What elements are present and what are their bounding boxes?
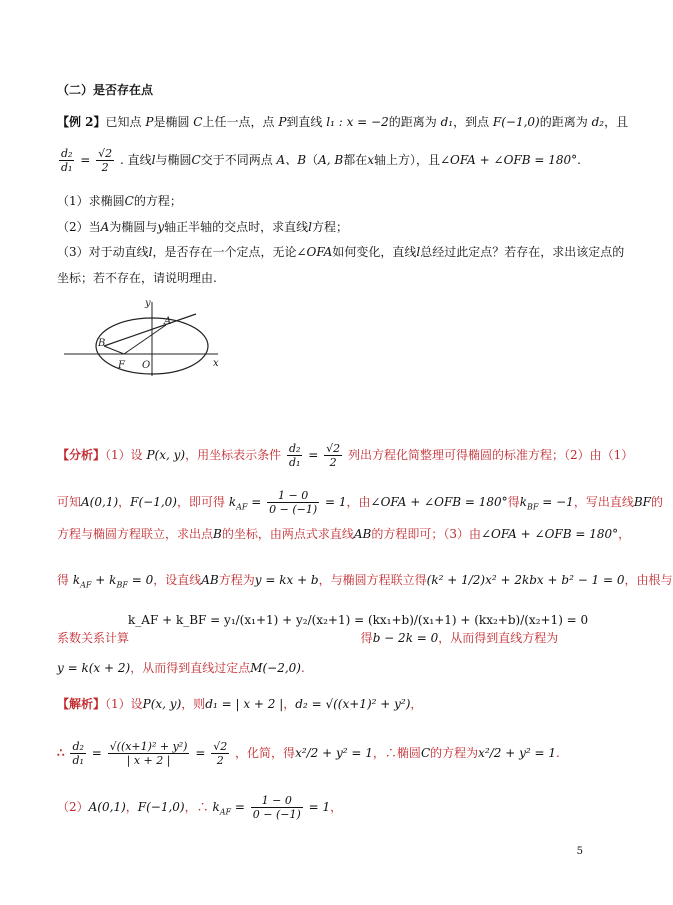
analysis-line-1 bbox=[57, 442, 633, 469]
text: . 直线 bbox=[120, 153, 152, 167]
page-number: 5 bbox=[576, 846, 583, 857]
line-l bbox=[104, 314, 196, 346]
equals-0: = 0 bbox=[131, 573, 154, 587]
math-y: y bbox=[157, 220, 165, 234]
numerator: d₂ bbox=[72, 740, 84, 753]
text: ，即可得 bbox=[176, 495, 225, 509]
text: 得 bbox=[57, 573, 70, 587]
numerator: √2 bbox=[213, 740, 228, 753]
fraction-distance bbox=[108, 740, 190, 767]
math-fixed-point-M: M(−2,0) bbox=[250, 661, 301, 675]
math-P: P bbox=[278, 115, 287, 129]
ellipse-figure bbox=[60, 296, 230, 378]
fraction-d2-d1 bbox=[70, 740, 85, 767]
question-3-line-2: 坐标；若不存在，请说明理由. bbox=[57, 271, 217, 285]
text: （1）求椭圆 bbox=[57, 194, 125, 208]
fraction-d2-d1 bbox=[59, 147, 74, 174]
numerator: 1 − 0 bbox=[267, 489, 319, 503]
math-l: l bbox=[416, 245, 421, 259]
text: . bbox=[556, 746, 560, 760]
fraction-slope bbox=[267, 489, 319, 516]
text: 轴上方），且 bbox=[373, 153, 440, 167]
text: ，由 bbox=[346, 495, 371, 509]
section-title: （二）是否存在点 bbox=[57, 83, 154, 97]
denominator: | x + 2 | bbox=[126, 754, 171, 767]
sub-AF: AF bbox=[236, 502, 248, 512]
text: 的方程为 bbox=[430, 746, 479, 760]
solution-tag: 【解析】 bbox=[57, 697, 106, 711]
denominator: d₁ bbox=[288, 456, 301, 469]
text: ，则 bbox=[181, 697, 206, 711]
text: 的方程； bbox=[133, 194, 182, 208]
math-BF: BF bbox=[633, 495, 651, 509]
k: k bbox=[212, 800, 220, 814]
text: （3）对于动直线 bbox=[57, 245, 149, 259]
math-kAF bbox=[212, 800, 232, 817]
label-B: B bbox=[98, 338, 106, 349]
math-b-2k: b − 2k = 0 bbox=[372, 631, 439, 645]
denominator: d₁ bbox=[72, 754, 84, 767]
fraction-sqrt2-2 bbox=[96, 147, 114, 174]
text: 交于不同两点 bbox=[200, 153, 273, 167]
text: 如何变化，直线 bbox=[332, 245, 417, 259]
k: k bbox=[228, 495, 237, 509]
text: 的距离为 bbox=[539, 115, 588, 129]
text: ，从而得到直线过定点 bbox=[130, 661, 251, 675]
sub-BF: BF bbox=[526, 502, 539, 512]
example-tag: 【例 2】 bbox=[57, 115, 106, 129]
question-2 bbox=[57, 219, 348, 235]
therefore-symbol: ∴ bbox=[57, 746, 65, 760]
text: 的距离为 bbox=[388, 115, 437, 129]
text: 可知 bbox=[57, 495, 82, 509]
math-d2: d₂ bbox=[591, 115, 605, 129]
text: ， bbox=[118, 495, 131, 509]
math-kAF bbox=[228, 495, 248, 512]
text: ， bbox=[618, 527, 631, 541]
math-ellipse-eq: x²/2 + y² = 1 bbox=[295, 746, 373, 760]
math-point-F: F(−1,0) bbox=[492, 115, 540, 129]
equals: = bbox=[80, 153, 91, 167]
math-quadratic: (k² + 1/2)x² + 2kbx + b² − 1 = 0 bbox=[426, 573, 625, 587]
text: 系数关系计算 bbox=[57, 631, 130, 645]
math-angle: ∠OFA bbox=[296, 245, 333, 259]
label-y: y bbox=[145, 298, 151, 309]
solution-line-1 bbox=[57, 696, 422, 712]
text: 都在 bbox=[343, 153, 368, 167]
fraction-d2-d1 bbox=[287, 442, 302, 469]
text: 列出方程化简整理可得椭圆的标准方程；（2）由（1） bbox=[347, 448, 634, 462]
text: ，且 bbox=[604, 115, 629, 129]
math-A01: A(0,1) bbox=[88, 800, 126, 814]
text: 与椭圆 bbox=[155, 153, 192, 167]
text: ，从而得到直线方程为 bbox=[438, 631, 559, 645]
text: ， bbox=[283, 697, 296, 711]
math-Pxy: P(x, y) bbox=[146, 448, 186, 462]
text: ，与椭圆方程联立得 bbox=[318, 573, 427, 587]
math-kBF bbox=[109, 573, 128, 590]
math-A01: A(0,1) bbox=[81, 495, 119, 509]
math-C: C bbox=[191, 153, 201, 167]
math-line-final: y = k(x + 2) bbox=[57, 661, 131, 675]
text: ，∴ bbox=[184, 800, 209, 814]
label-A: A bbox=[164, 316, 172, 327]
text: （1）设 bbox=[105, 448, 143, 462]
equals-neg1: = −1 bbox=[542, 495, 574, 509]
text: 方程； bbox=[311, 220, 348, 234]
math-angle-sum: ∠OFA + ∠OFB = 180° bbox=[440, 153, 578, 167]
text: 得 bbox=[507, 495, 520, 509]
plus: + bbox=[95, 573, 106, 587]
fraction-sqrt2-2 bbox=[324, 442, 342, 469]
text: ， bbox=[330, 800, 343, 814]
label-F: F bbox=[118, 360, 125, 371]
math-AB: A, B bbox=[318, 153, 344, 167]
math-P: P bbox=[145, 115, 154, 129]
math-l: l bbox=[151, 153, 156, 167]
text: ，化简，得 bbox=[235, 746, 296, 760]
math-l: l bbox=[148, 245, 153, 259]
math-C: C bbox=[193, 115, 203, 129]
math-angle-sum: ∠OFA + ∠OFB = 180° bbox=[370, 495, 508, 509]
text: 得 bbox=[360, 631, 373, 645]
k: k bbox=[519, 495, 527, 509]
text: 方程为 bbox=[218, 573, 255, 587]
math-d1-eq: d₁ = | x + 2 | bbox=[205, 697, 284, 711]
text: 轴正半轴的交点时，求直线 bbox=[164, 220, 309, 234]
analysis-tag: 【分析】 bbox=[57, 448, 106, 462]
denominator: d₁ bbox=[61, 161, 73, 174]
denominator: 2 bbox=[329, 456, 337, 469]
segment-FB bbox=[104, 346, 124, 354]
math-line-l1: l₁ : x = −2 bbox=[326, 115, 389, 129]
math-kAF bbox=[72, 573, 92, 590]
denominator: 0 − (−1) bbox=[252, 808, 301, 821]
math-C: C bbox=[124, 194, 134, 208]
text: （1）设 bbox=[105, 697, 143, 711]
text: ， bbox=[125, 800, 138, 814]
math-AB: A、B bbox=[276, 153, 307, 167]
text: ，由根与 bbox=[624, 573, 673, 587]
example-line-1 bbox=[57, 114, 628, 130]
fraction-slope bbox=[251, 794, 303, 821]
question-3-line-1 bbox=[57, 244, 624, 260]
text: 的 bbox=[650, 495, 663, 509]
text: 到直线 bbox=[286, 115, 323, 129]
sub-AF: AF bbox=[219, 807, 232, 817]
text: （ bbox=[306, 153, 319, 167]
math-B: B bbox=[213, 527, 222, 541]
analysis-line-6 bbox=[57, 660, 305, 676]
text: 上任一点，点 bbox=[202, 115, 275, 129]
math-angle-sum: ∠OFA + ∠OFB = 180° bbox=[480, 527, 619, 541]
math-F: F(−1,0) bbox=[137, 800, 185, 814]
text: （2） bbox=[57, 800, 89, 814]
fraction-sqrt2-2 bbox=[211, 740, 229, 767]
math-AB: AB bbox=[353, 527, 372, 541]
k: k bbox=[109, 573, 117, 587]
math-line-eq: y = kx + b bbox=[254, 573, 319, 587]
numerator: √2 bbox=[98, 147, 113, 160]
numerator: 1 − 0 bbox=[251, 794, 303, 808]
numerator: √2 bbox=[326, 442, 341, 455]
solution-line-2: ∴ $\frac{\text{d₂}}{\text{d₁}}$ = $\frac{\text{√((x+1)² + y²)}}{| x + 2 |}$ = $\frac{√2}{2}$ ，化简，得x²/2 + y² = 1，∴椭圆C的方程为x²/2 + y² = 1. bbox=[57, 740, 560, 767]
example-line-2: $\frac{\text{d₂}}{\text{d₁}}$ = $\frac{√2}{2}$ . 直线l与椭圆C交于不同两点 A、B（A, B都在x轴上方），且∠OFA + ∠OFB = 180°. bbox=[61, 147, 581, 174]
segment-FA bbox=[124, 325, 166, 354]
math-A: A bbox=[100, 220, 110, 234]
analysis-sum-expression: k_AF + k_BF = y₁/(x₁+1) + y₂/(x₂+1) = (kx₁+b)/(x₁+1) + (kx₂+b)/(x₂+1) = 0 bbox=[128, 613, 589, 627]
text: 为椭圆与 bbox=[109, 220, 158, 234]
math-l: l bbox=[308, 220, 312, 234]
math-F: F(−1,0) bbox=[130, 495, 177, 509]
sub-BF: BF bbox=[116, 580, 128, 590]
question-1 bbox=[57, 193, 182, 209]
k: k bbox=[72, 573, 81, 587]
text: 是椭圆 bbox=[153, 115, 190, 129]
label-O: O bbox=[142, 360, 151, 371]
text: . bbox=[301, 661, 305, 675]
text: ，到点 bbox=[453, 115, 490, 129]
equals-1: = 1 bbox=[325, 495, 347, 509]
text: ，写出直线 bbox=[573, 495, 634, 509]
text: （2）当 bbox=[57, 220, 101, 234]
math-Pxy: P(x, y) bbox=[142, 697, 182, 711]
text: ， bbox=[410, 697, 423, 711]
text: 的方程即可；（3）由 bbox=[371, 527, 481, 541]
analysis-line-3 bbox=[57, 526, 630, 542]
math-C: C bbox=[420, 746, 431, 760]
math-kBF bbox=[519, 495, 539, 512]
numerator: √((x+1)² + y²) bbox=[109, 740, 188, 753]
math-x: x bbox=[367, 153, 374, 167]
math-d2-eq: d₂ = √((x+1)² + y²) bbox=[295, 697, 411, 711]
text: ，∴椭圆 bbox=[372, 746, 421, 760]
text: 已知点 bbox=[105, 115, 142, 129]
math-d1: d₁ bbox=[440, 115, 454, 129]
denominator: 2 bbox=[216, 754, 224, 767]
text: ，是否存在一个定点，无论 bbox=[152, 245, 297, 259]
equals: = bbox=[308, 448, 319, 462]
analysis-line-5 bbox=[57, 630, 558, 646]
analysis-line-4 bbox=[57, 572, 673, 593]
denominator: 0 − (−1) bbox=[269, 503, 318, 516]
text: 的坐标，由两点式求直线 bbox=[221, 527, 354, 541]
sub-AF: AF bbox=[80, 580, 92, 590]
denominator: 2 bbox=[101, 161, 109, 174]
numerator: d₂ bbox=[288, 442, 301, 455]
text: ，设直线 bbox=[153, 573, 202, 587]
equals-1: = 1 bbox=[308, 800, 331, 814]
numerator: d₂ bbox=[61, 147, 73, 160]
label-x: x bbox=[213, 358, 219, 369]
math-ellipse-eq: x²/2 + y² = 1 bbox=[478, 746, 556, 760]
analysis-line-2: 可知A(0,1)，F(−1,0)，即可得 $k_{AF}$ = $\frac{1 - 0}{0 - (-1)}$ = 1，由∠OFA + ∠OFB = 180°得$k_{BF} = -1$，写出直线BF的 bbox=[57, 489, 663, 516]
solution-line-3: （2）A(0,1)，F(−1,0)，∴ $k_{AF}$ = $\frac{1 - 0}{0 - (-1)}$ = 1， bbox=[57, 794, 343, 821]
text: 总经过此定点？若存在，求出该定点的 bbox=[420, 245, 625, 259]
text: 方程与椭圆方程联立，求出点 bbox=[57, 527, 214, 541]
text: ，用坐标表示条件 bbox=[185, 448, 282, 462]
math-AB: AB bbox=[201, 573, 219, 587]
